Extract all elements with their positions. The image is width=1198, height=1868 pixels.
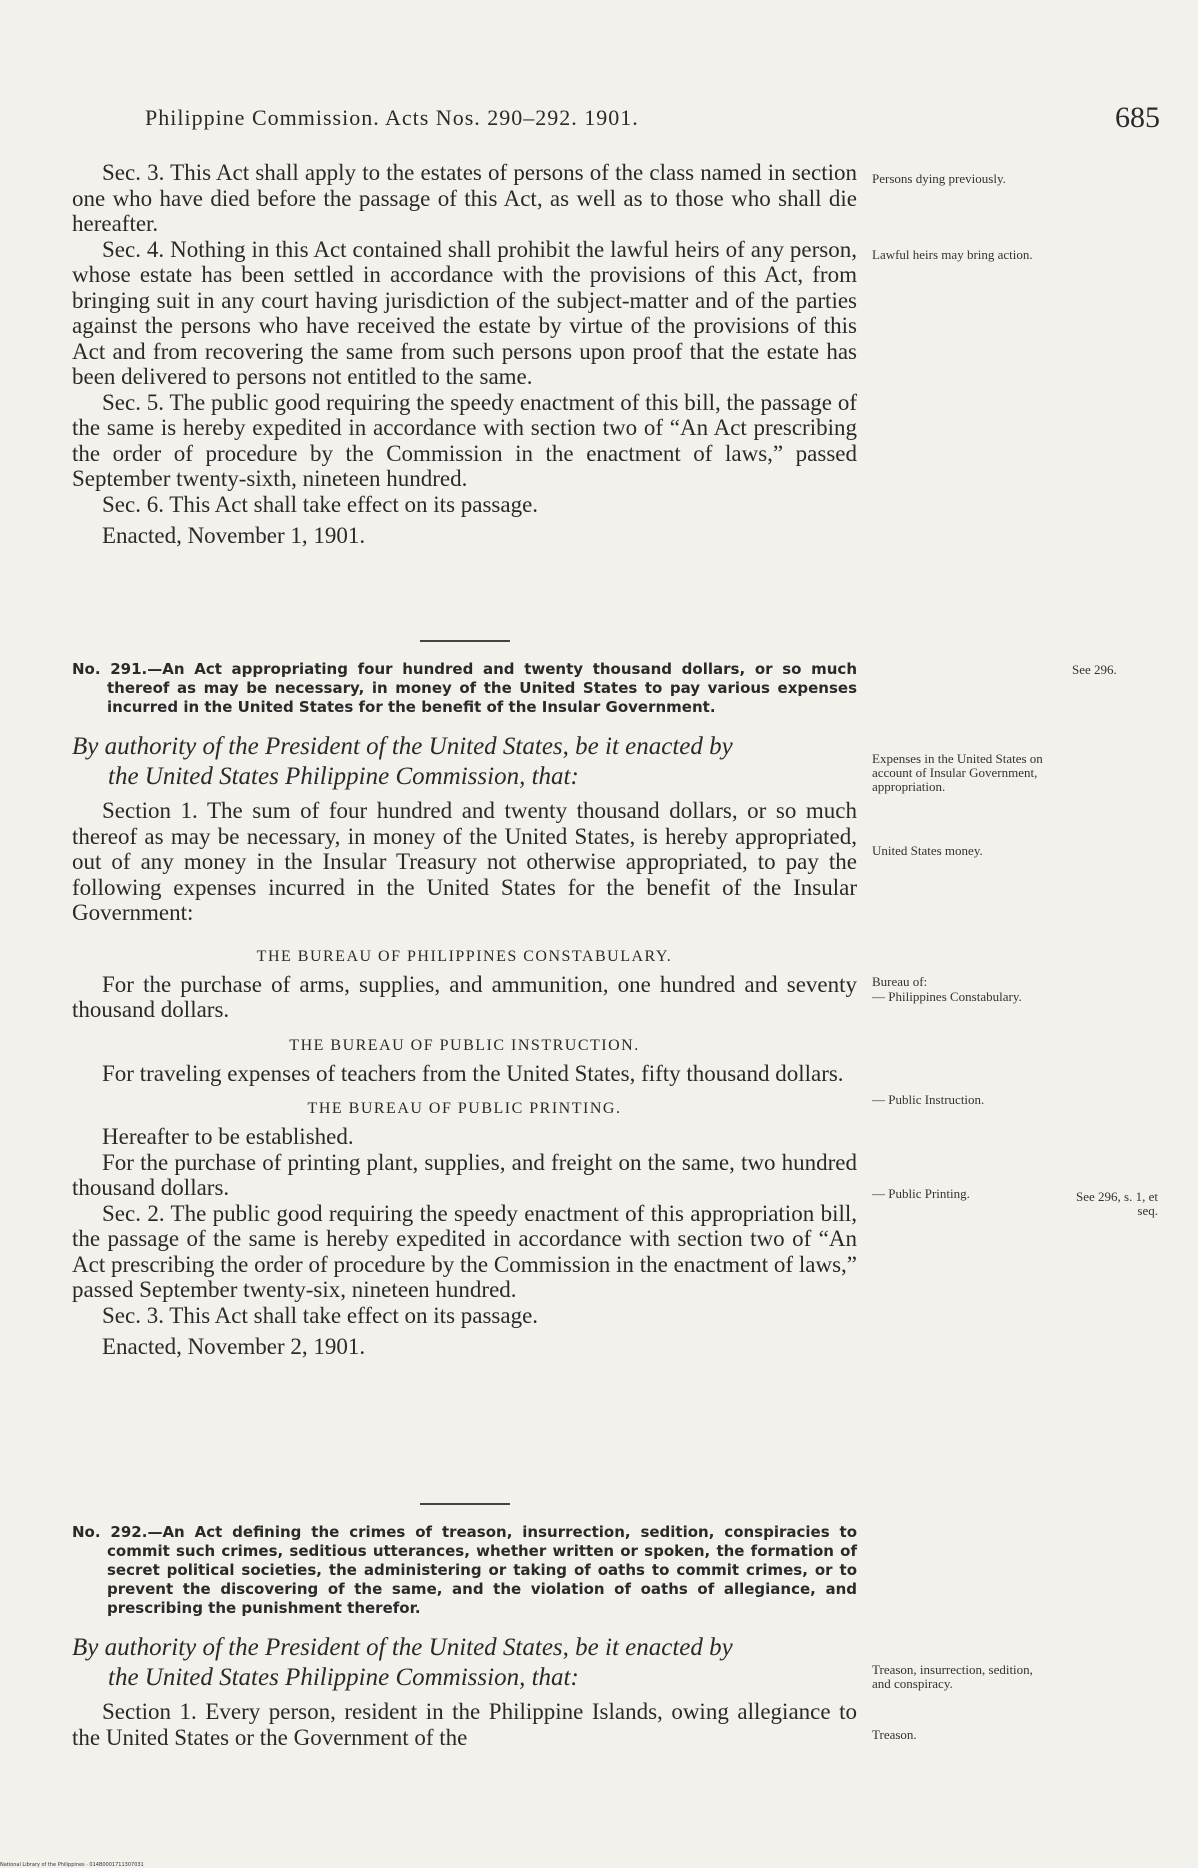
section-3-text: Sec. 3. This Act shall take effect on its passage.	[102, 1302, 539, 1328]
previous-act-sections	[72, 160, 857, 549]
heading-printing: THE BUREAU OF PUBLIC PRINTING.	[307, 1100, 622, 1117]
printing-text-1: Hereafter to be established.	[102, 1124, 354, 1149]
margin-note-constabulary: — Philippines Constabulary.	[872, 989, 1022, 1004]
margin-note-bureau-of: Bureau of:	[872, 974, 928, 989]
page-number: 685	[1115, 101, 1160, 134]
margin-note-public-instruction: — Public Instruction.	[872, 1092, 985, 1107]
act-291-title-text: No. 291.—An Act appropriating four hundred and twenty thousand dollars, or so much thereof as may be necessary, in money of the United States to pay various expenses incurred in the United States for the benefit of the Insular Government.	[72, 660, 857, 716]
section-2-text: Sec. 2. The public good requiring the speedy enactment of this appropriation bill, the passage of the same is hereby expedited in accordance with section two of “An Act prescribing the order of procedure by the Commission in the enactment of laws,” passed September twenty-six, nineteen hundred.	[72, 1200, 857, 1302]
outer-note-see-296-s1: See 296, s. 1, et seq.	[1076, 1189, 1158, 1218]
constabulary-text: For the purchase of arms, supplies, and ammunition, one hundred and seventy thousand dollars.	[72, 971, 857, 1022]
enacted-date: Enacted, November 1, 1901.	[102, 523, 366, 548]
act-292	[72, 1503, 857, 1750]
margin-note-expenses: Expenses in the United States on account of Insular Government, appropriation.	[872, 751, 1043, 794]
running-header	[145, 101, 1160, 145]
heading-constabulary: THE BUREAU OF PHILIPPINES CONSTABULARY.	[256, 947, 673, 965]
heading-instruction: THE BUREAU OF PUBLIC INSTRUCTION.	[289, 1036, 640, 1054]
outer-note-see-296: See 296.	[1072, 662, 1117, 677]
enacted-date: Enacted, November 2, 1901.	[102, 1334, 366, 1359]
instruction-text: For traveling expenses of teachers from the United States, fifty thousand dollars.	[102, 1060, 844, 1086]
section-1-text: Section 1. Every person, resident in the Philippine Islands, owing allegiance to the United States or the Government of the	[72, 1699, 857, 1750]
enacting-line-2: the United States Philippine Commission, that:	[108, 1664, 579, 1691]
act-291	[72, 640, 857, 1360]
enacting-clause	[72, 732, 857, 792]
margin-note-public-printing: — Public Printing.	[872, 1186, 970, 1201]
act-291-title	[72, 660, 857, 717]
section-3-text: Sec. 3. This Act shall apply to the estates of persons of the class named in section one who have died before the passage of this Act, as well as to those who shall die hereafter.	[72, 160, 857, 236]
printing-text-2: For the purchase of printing plant, supplies, and freight on the same, two hundred thousand dollars.	[72, 1149, 857, 1200]
margin-note-us-money: United States money.	[872, 843, 983, 858]
margin-note-treason: Treason.	[872, 1727, 917, 1742]
section-4-text: Sec. 4. Nothing in this Act contained shall prohibit the lawful heirs of any person, whose estate has been settled in accordance with the provisions of this Act, from bringing suit in any court having jurisdiction of the subject-matter and of the parties against the persons who have received the estate by virtue of the provisions of this Act and from recovering the same from such persons upon proof that the estate has been delivered to persons not entitled to the same.	[72, 236, 857, 389]
margin-note-lawful-heirs: Lawful heirs may bring action.	[872, 247, 1033, 262]
enacting-line-1: By authority of the President of the United States, be it enacted by	[72, 1634, 733, 1661]
section-1-text: Section 1. The sum of four hundred and twenty thousand dollars, or so much thereof as may be necessary, in money of the United States, is hereby appropriated, out of any money in the Insular Treasury not otherwise appropriated, to pay the following expenses incurred in the United States for the benefit of the Insular Government:	[72, 798, 857, 925]
enacting-line-1: By authority of the President of the United States, be it enacted by	[72, 733, 733, 760]
enacting-line-2: the United States Philippine Commission, that:	[108, 763, 579, 790]
section-divider	[420, 640, 510, 642]
footer-stamp: National Library of the Philippines · 014B0001711307031	[0, 1862, 144, 1868]
act-292-title	[72, 1523, 857, 1618]
act-292-title-text: No. 292.—An Act defining the crimes of treason, insurrection, sedition, conspiracies to commit such crimes, seditious utterances, whether written or spoken, the formation of secret political societies, the administering or taking of oaths to commit crimes, or to prevent the discovering of the same, and the violation of oaths of allegiance, and prescribing the punishment therefor.	[72, 1523, 857, 1617]
section-6-text: Sec. 6. This Act shall take effect on its passage.	[102, 491, 539, 517]
margin-note-persons-dying: Persons dying previously.	[872, 171, 1006, 186]
enacting-clause	[72, 1633, 857, 1693]
section-divider	[420, 1503, 510, 1505]
running-title: Philippine Commission. Acts Nos. 290–292. 1901.	[145, 105, 639, 130]
margin-note-treason-insurrection: Treason, insurrection, sedition, and conspiracy.	[872, 1662, 1033, 1691]
section-5-text: Sec. 5. The public good requiring the speedy enactment of this bill, the passage of the same is hereby expedited in accordance with section two of “An Act prescribing the order of procedure by the Commission in the enactment of laws,” passed September twenty-sixth, nineteen hundred.	[72, 389, 857, 491]
